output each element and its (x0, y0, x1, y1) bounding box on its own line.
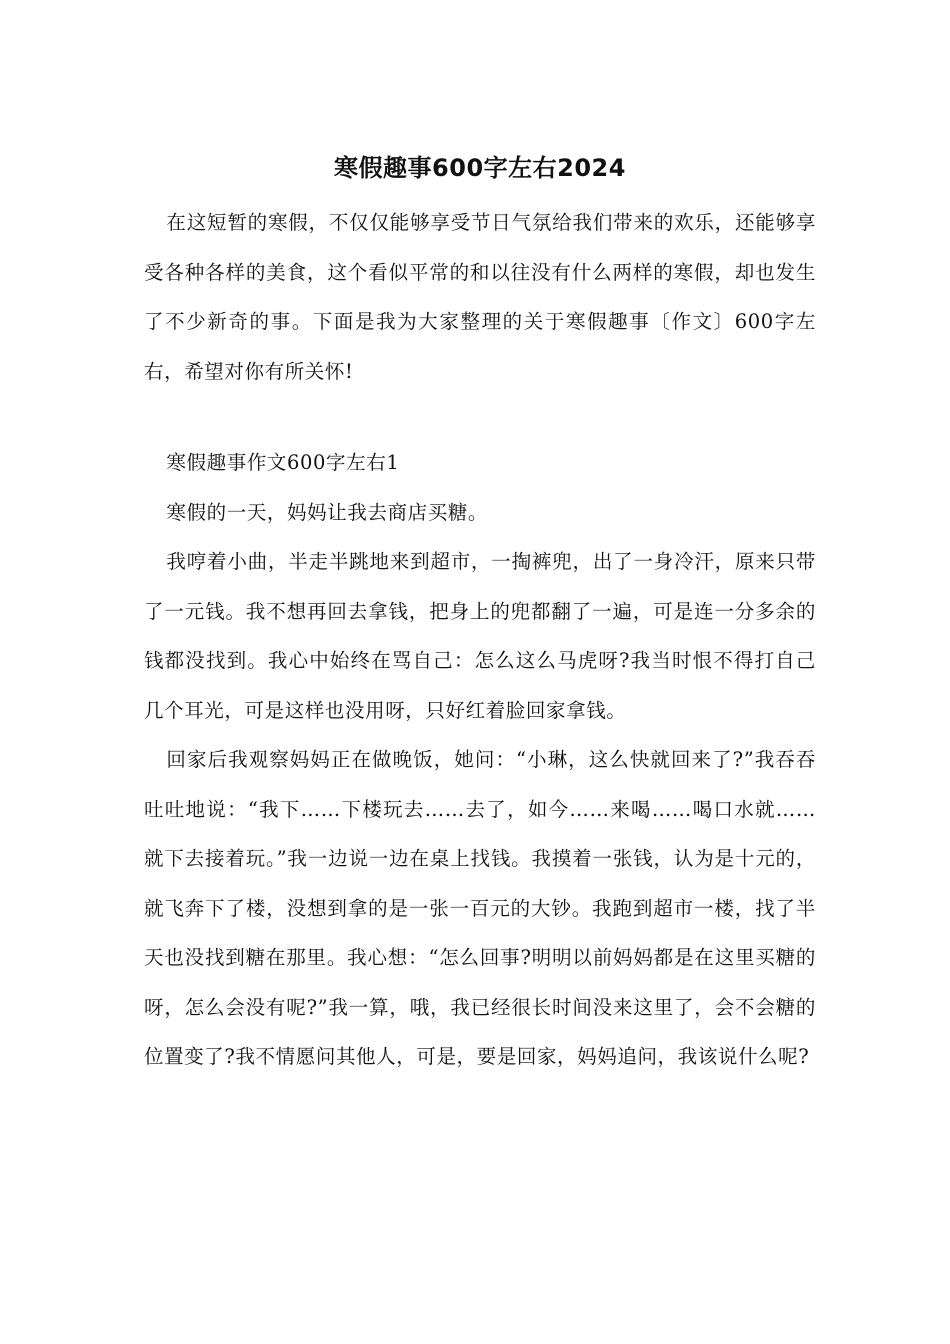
document-body (144, 150, 816, 1082)
paragraph-gap (144, 396, 816, 438)
body-paragraph-1: 寒假的一天，妈妈让我去商店买糖。 (166, 500, 489, 524)
intro-paragraph: 在这短暂的寒假，不仅仅能够享受节日气氛给我们带来的欢乐，还能够享受各种各样的美食，这个看似平常的和以往没有什么两样的寒假，却也发生了不少新奇的事。下面是我为大家整理的关于寒假趣事〔作文〕600字左右，希望对你有所关怀! (144, 211, 816, 383)
section-heading: 寒假趣事作文600字左右1 (166, 451, 400, 474)
document-title: 寒假趣事600字左右2024 (334, 154, 626, 182)
body-paragraph-2: 我哼着小曲，半走半跳地来到超市，一掏裤兜，出了一身冷汗，原来只带了一元钱。我不想再回去拿钱，把身上的兜都翻了一遍，可是连一分多余的钱都没找到。我心中始终在骂自己：怎么这么马虎呀?我当时恨不得打自己几个耳光，可是这样也没用呀，只好红着脸回家拿钱。 (144, 550, 816, 722)
body-paragraph-3: 回家后我观察妈妈正在做晚饭，她问：“小琳，这么快就回来了?”我吞吞吐吐地说：“我下……下楼玩去……去了，如今……来喝……喝口水就……就下去接着玩。”我一边说一边在桌上找钱。我摸着一张钱，认为是十元的，就飞奔下了楼，没想到拿的是一张一百元的大钞。我跑到超市一楼，找了半天也没找到糖在那里。我心想：“怎么回事?明明以前妈妈都是在这里买糖的呀，怎么会没有呢?”我一算，哦，我已经很长时间没来这里了，会不会糖的位置变了?我不情愿问其他人，可是，要是回家，妈妈追问，我该说什么呢? (144, 748, 816, 1068)
